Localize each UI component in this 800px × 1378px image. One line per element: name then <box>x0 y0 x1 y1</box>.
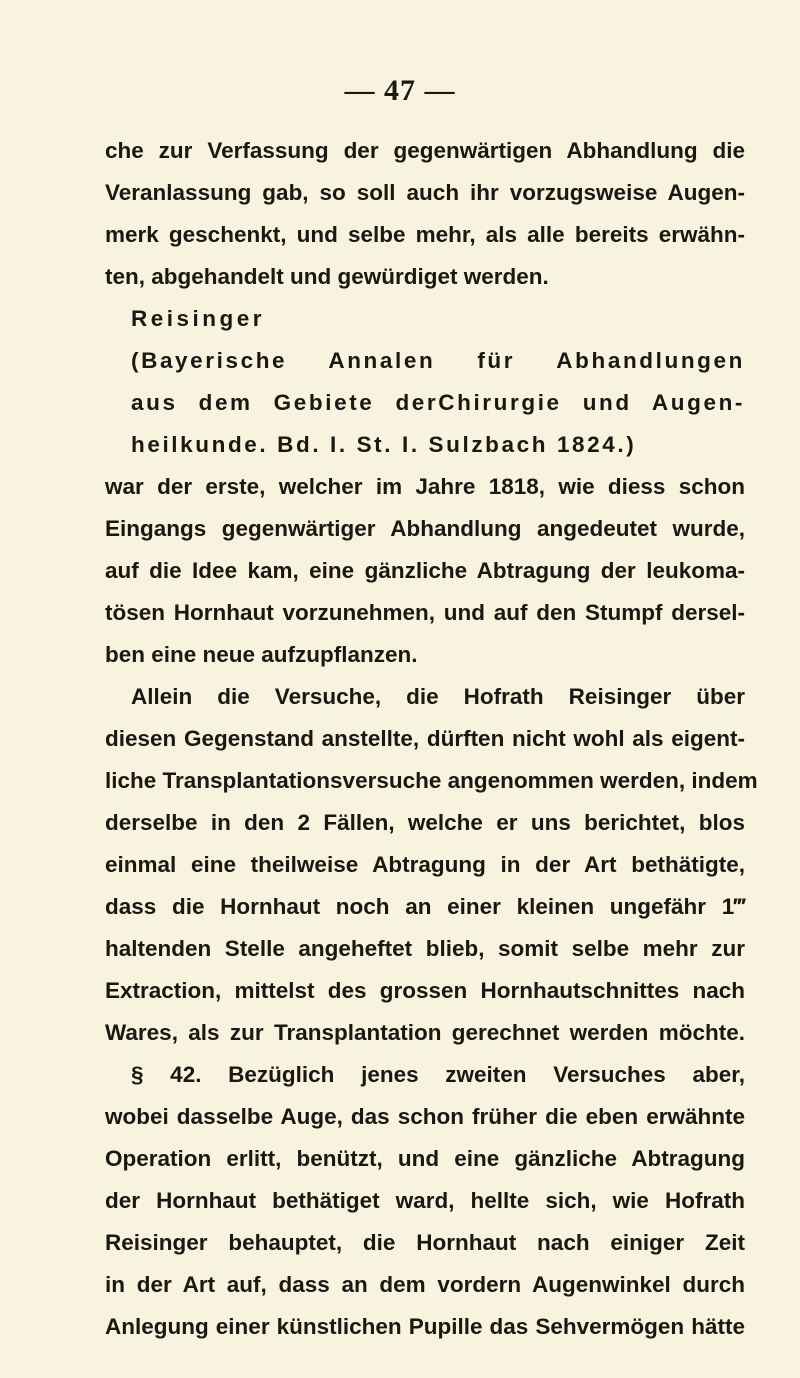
text-line-20: haltenden Stelle angeheftet blieb, somit selbe mehr zur <box>105 936 745 961</box>
text-line-16: liche Transplantationsversuche angenommen werden, indem <box>105 768 758 793</box>
text-line-15: diesen Gegenstand anstellte, dürften nicht wohl als eigent- <box>105 726 745 751</box>
text-line-28: in der Art auf, dass an dem vordern Augenwinkel durch <box>105 1272 745 1297</box>
text-line-27: Reisinger behauptet, die Hornhaut nach einiger Zeit <box>105 1230 745 1255</box>
text-line-29: Anlegung einer künstlichen Pupille das Sehvermögen hätte <box>105 1314 745 1339</box>
text-line-21: Extraction, mittelst des grossen Hornhautschnittes nach <box>105 978 745 1003</box>
text-line-13: ben eine neue aufzupflanzen. <box>105 642 418 667</box>
text-line-1: che zur Verfassung der gegenwärtigen Abhandlung die <box>105 138 745 163</box>
text-line-2: Veranlassung gab, so soll auch ihr vorzugsweise Augen- <box>105 180 745 205</box>
text-line-26: der Hornhaut bethätiget ward, hellte sich, wie Hofrath <box>105 1188 745 1213</box>
page-number: — 47 — <box>344 74 456 107</box>
author-name: Reisinger <box>131 306 266 331</box>
citation-line-3: heilkunde. Bd. I. St. I. Sulzbach 1824.) <box>131 432 637 457</box>
text-line-25: Operation erlitt, benützt, und eine gänzliche Abtragung <box>105 1146 745 1171</box>
text-line-12: tösen Hornhaut vorzunehmen, und auf den Stumpf dersel- <box>105 600 745 625</box>
text-line-9: war der erste, welcher im Jahre 1818, wie diess schon <box>105 474 745 499</box>
text-line-3: merk geschenkt, und selbe mehr, als alle bereits erwähn- <box>105 222 745 247</box>
text-line-18: einmal eine theilweise Abtragung in der Art bethätigte, <box>105 852 745 877</box>
citation-line-1: (Bayerische Annalen für Abhandlungen <box>131 348 745 373</box>
text-line-10: Eingangs gegenwärtiger Abhandlung angedeutet wurde, <box>105 516 745 541</box>
text-line-14: Allein die Versuche, die Hofrath Reisinger über <box>131 684 745 709</box>
citation-line-2: aus dem Gebiete derChirurgie und Augen- <box>131 390 745 415</box>
text-line-24: wobei dasselbe Auge, das schon früher die eben erwähnte <box>105 1104 745 1129</box>
text-line-22: Wares, als zur Transplantation gerechnet werden möchte. <box>105 1020 745 1045</box>
text-line-11: auf die Idee kam, eine gänzliche Abtragung der leukoma- <box>105 558 745 583</box>
text-line-17: derselbe in den 2 Fällen, welche er uns berichtet, blos <box>105 810 745 835</box>
text-line-19: dass die Hornhaut noch an einer kleinen ungefähr 1‴ <box>105 894 745 919</box>
section-42-heading: § 42. Bezüglich jenes zweiten Versuches aber, <box>131 1062 745 1087</box>
text-line-4: ten, abgehandelt und gewürdiget werden. <box>105 264 549 289</box>
